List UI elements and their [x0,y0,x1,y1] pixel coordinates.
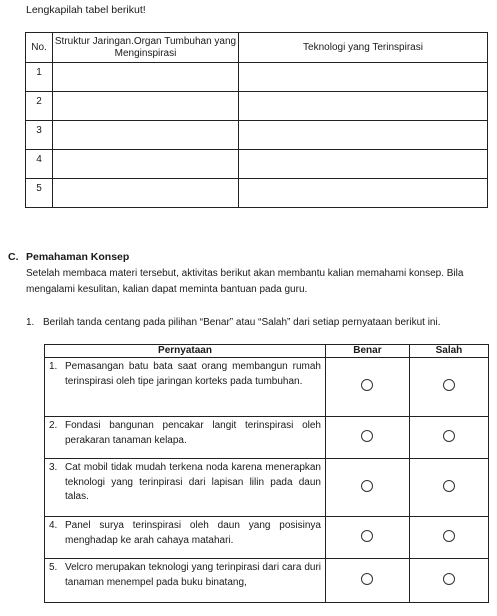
statement-text: Pemasangan batu bata saat orang membangun rumah terinspirasi oleh tipe jaringan korteks pada tumbuhan. [65,361,321,387]
row-number: 3 [26,121,53,150]
header-true: Benar [326,345,410,358]
true-radio[interactable] [361,430,373,442]
row-number: 5 [26,179,53,208]
table-row [26,150,488,179]
true-radio[interactable] [361,379,373,391]
header-statement: Pernyataan [45,345,326,358]
statement-text: Panel surya terinspirasi oleh daun yang posisinya menghadap ke arah cahaya matahari. [65,520,321,546]
section-label: C. [8,251,19,263]
true-false-table [44,344,489,603]
false-option-cell [409,459,488,517]
false-radio[interactable] [443,379,455,391]
false-radio[interactable] [443,430,455,442]
statement-row [45,559,489,603]
true-radio[interactable] [361,480,373,492]
statement-text: Velcro merupakan teknologi yang terinpirasi dari cara duri tanaman menempel pada buku binatang, [65,562,321,588]
statement-number: 5. [49,562,58,573]
structure-cell[interactable] [53,92,239,121]
technology-cell[interactable] [239,121,488,150]
false-option-cell [409,517,488,559]
statement-cell [45,559,326,603]
statement-number: 1. [49,361,58,372]
structure-cell[interactable] [53,121,239,150]
statement-row [45,459,489,517]
structure-cell[interactable] [53,150,239,179]
structure-cell[interactable] [53,63,239,92]
row-number: 4 [26,150,53,179]
technology-cell[interactable] [239,92,488,121]
table-header-row [26,33,488,63]
statement-row [45,417,489,459]
false-radio[interactable] [443,530,455,542]
statement-cell [45,417,326,459]
section-title: Pemahaman Konsep [26,251,130,263]
question-number: 1. [26,317,35,328]
section-paragraph: Setelah membaca materi tersebut, aktivitas berikut akan membantu kalian memahami konsep. Bila mengalami kesulitan, kalian dapat meminta bantuan pada guru. [26,268,464,295]
row-number: 1 [26,63,53,92]
true-radio[interactable] [361,573,373,585]
fill-in-table [25,32,488,208]
true-option-cell [326,417,410,459]
table-row [26,63,488,92]
false-radio[interactable] [443,480,455,492]
statement-text: Fondasi bangunan pencakar langit terinspirasi oleh perakaran tanaman kelapa. [65,420,321,446]
true-option-cell [326,559,410,603]
statement-number: 2. [49,420,58,431]
technology-cell[interactable] [239,63,488,92]
table-row [26,179,488,208]
false-option-cell [409,417,488,459]
true-option-cell [326,459,410,517]
header-false: Salah [409,345,488,358]
false-option-cell [409,358,488,417]
statement-cell [45,358,326,417]
structure-cell[interactable] [53,179,239,208]
question-text: Berilah tanda centang pada pilihan “Benar” atau “Salah” dari setiap pernyataan berikut ini. [43,317,441,328]
true-option-cell [326,517,410,559]
table-row [26,121,488,150]
header-structure: Struktur Jaringan.Organ Tumbuhan yang Menginspirasi [53,33,239,63]
true-radio[interactable] [361,530,373,542]
statement-cell [45,459,326,517]
header-technology: Teknologi yang Terinspirasi [239,33,488,63]
statement-text: Cat mobil tidak mudah terkena noda karena menerapkan teknologi yang terinpirasi dari lapisan lilin pada daun talas. [65,462,321,502]
technology-cell[interactable] [239,179,488,208]
true-option-cell [326,358,410,417]
statement-number: 4. [49,520,58,531]
table-header-row [45,345,489,358]
technology-cell[interactable] [239,150,488,179]
statement-row [45,358,489,417]
false-option-cell [409,559,488,603]
table-row [26,92,488,121]
header-no: No. [26,33,53,63]
statement-cell [45,517,326,559]
statement-row [45,517,489,559]
false-radio[interactable] [443,573,455,585]
row-number: 2 [26,92,53,121]
statement-number: 3. [49,462,58,473]
instruction-text: Lengkapilah tabel berikut! [26,4,146,16]
